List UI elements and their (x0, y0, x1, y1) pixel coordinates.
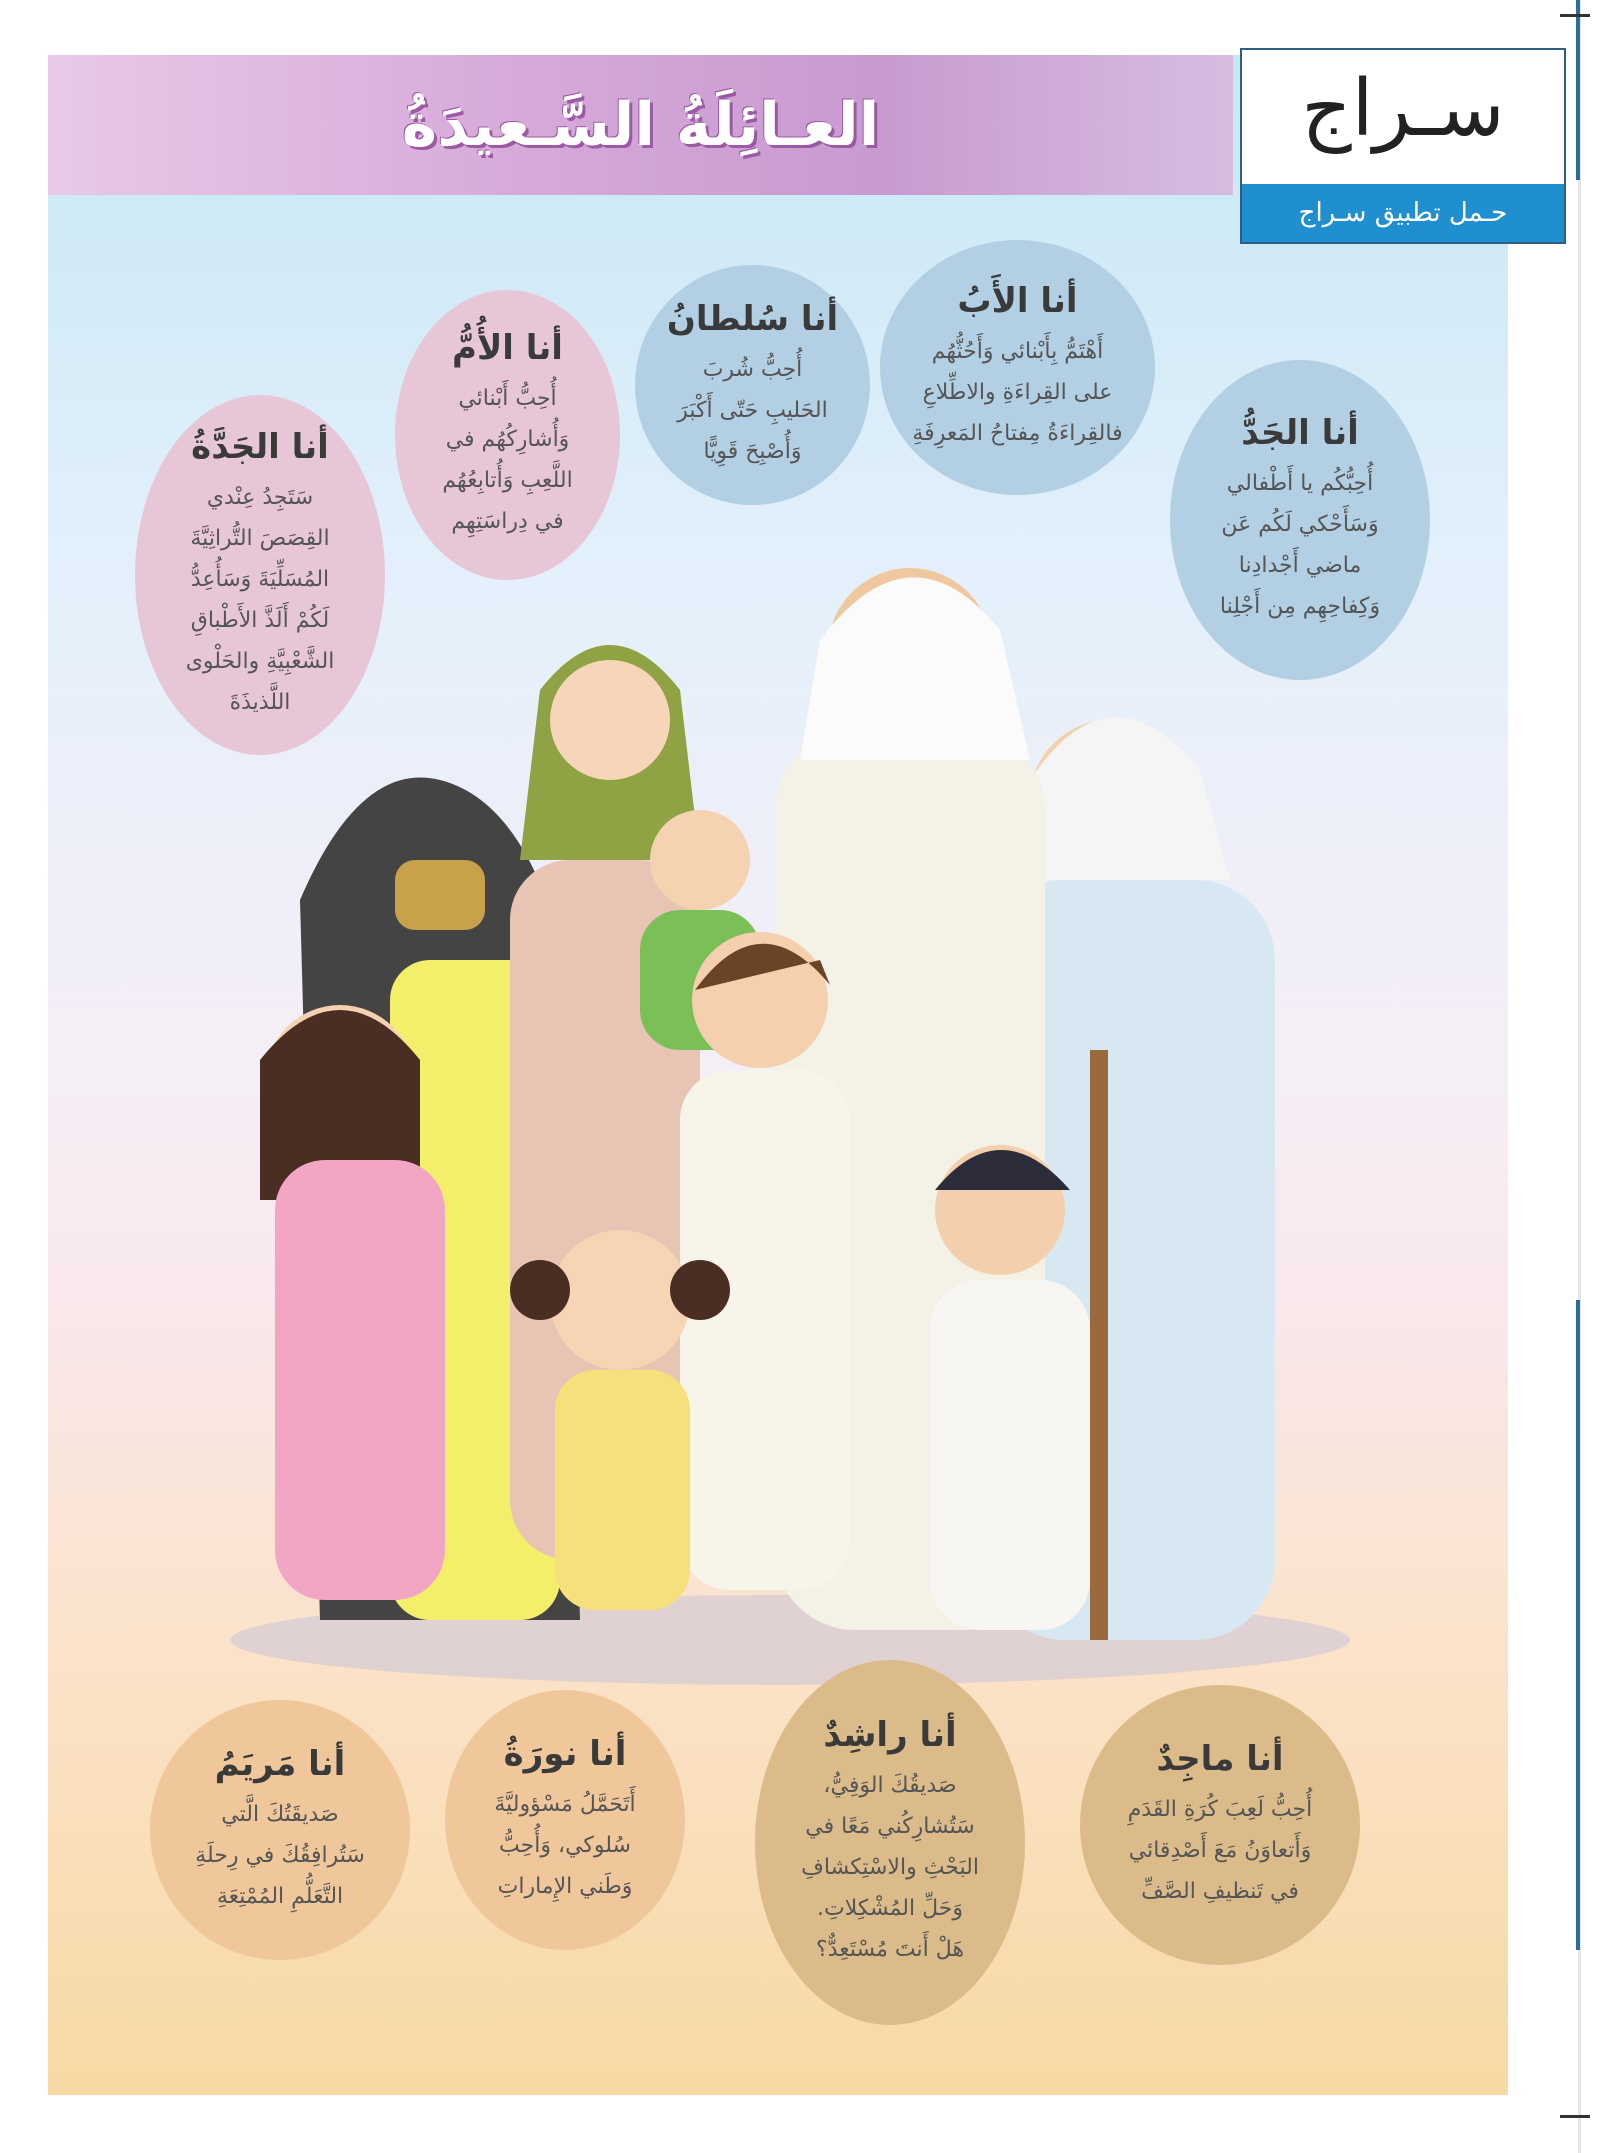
bubble-line: أُحِبُّكُم يا أَطْفالي (1226, 471, 1374, 496)
logo-tagline: حـمل تطبيق سـراج (1242, 184, 1564, 242)
bubble-mariam (150, 1700, 410, 1960)
bubble-line: في دِراسَتِهِم (451, 509, 564, 534)
bubble-line: سَتُرافِقُكَ في رِحلَةِ (195, 1842, 365, 1868)
bubble-line: سَتُشارِكُني مَعًا في (805, 1814, 975, 1839)
bubble-line: اللَّذيذَةَ (229, 690, 291, 715)
bubble-name: أنا راشِدٌ (823, 1715, 957, 1755)
bubble-name: أنا ماجِدٌ (1156, 1738, 1284, 1779)
siraj-logo[interactable] (1240, 48, 1566, 244)
bubble-line: الشَّعْبِيَّةِ والحَلْوى (185, 649, 335, 674)
bubble-line: وَأُشارِكُهُم في (445, 427, 570, 452)
bubble-line: فالقِراءَةُ مِفتاحُ المَعرِفَةِ (912, 421, 1123, 446)
bubble-line: القِصَصَ التُّراثِيَّةَ (190, 526, 330, 551)
title-banner (48, 55, 1233, 195)
mariam-figure (260, 1005, 445, 1600)
bubble-name: أنا سُلطانُ (666, 298, 839, 339)
bubble-line: اللَّعِبِ وَأُتابِعُهُم (442, 468, 573, 493)
bubble-line: سُلوكي، وَأُحِبُّ (499, 1832, 631, 1858)
bubble-sultan (635, 265, 870, 505)
bubble-line: أَهْتَمُّ بِأَبْنائي وَأَحُثُّهُم (931, 339, 1104, 364)
bubble-name: أنا الجَدَّةُ (191, 427, 329, 467)
bubble-name: أنا الأُمُّ (452, 328, 563, 368)
bubble-line: التَّعَلُّمِ المُمْتِعَةِ (216, 1883, 344, 1909)
logo-name: سـراج (1301, 64, 1505, 154)
bubble-line: المُسَلِّيَةَ وَسَأُعِدُّ (190, 567, 330, 592)
crop-tick (1560, 2115, 1590, 2118)
bubble-line: الحَليبِ حَتّى أَكْبَرَ (677, 397, 828, 423)
bubble-line: البَحْثِ والاسْتِكشافِ (801, 1855, 979, 1880)
bubble-line: وَطَني الإِماراتِ (497, 1873, 633, 1899)
bubble-majid (1080, 1685, 1360, 1965)
bubble-grandmother (135, 395, 385, 755)
bubble-name: أنا الأَبُ (957, 281, 1078, 321)
bubble-line: وَسَأَحْكي لَكُم عَن (1221, 512, 1379, 537)
bubble-line: أُحِبُّ أَبْنائي (458, 386, 557, 411)
bubble-noura (445, 1690, 685, 1950)
bubble-name: أنا مَريَمُ (214, 1743, 346, 1784)
bubble-line: في تَنظيفِ الصَّفِّ (1141, 1878, 1299, 1904)
bubble-line: وَكِفاحِهِم مِن أَجْلِنا (1219, 594, 1381, 619)
bubble-line: هَلْ أَنتَ مُسْتَعِدٌّ؟ (816, 1937, 964, 1962)
bubble-mother (395, 290, 620, 580)
bubble-line: أُحِبُّ شُربَ (702, 356, 803, 382)
bubble-line: على القِراءَةِ والاطِّلاعِ (922, 380, 1113, 405)
edge-marker (1576, 1300, 1580, 1950)
bubble-rashid (755, 1660, 1025, 2025)
crop-tick (1560, 14, 1590, 17)
bubble-line: وَحَلِّ المُشْكِلاتِ. (816, 1896, 964, 1921)
bubble-grandfather (1170, 360, 1430, 680)
edge-marker (1576, 0, 1580, 180)
bubble-father (880, 240, 1155, 495)
bubble-line: ماضي أَجْدادِنا (1238, 553, 1362, 578)
bubble-line: وَأَتعاوَنُ مَعَ أَصْدِقائي (1128, 1837, 1312, 1863)
bubble-line: أَتَحَمَّلُ مَسْؤوليَّةَ (494, 1791, 636, 1817)
bubble-line: صَديقُكَ الوَفِيُّ، (823, 1773, 957, 1798)
bubble-line: أُحِبُّ لَعِبَ كُرَةِ القَدَمِ (1127, 1796, 1313, 1822)
bubble-line: صَديقَتُكَ الَّتي (221, 1801, 339, 1827)
bubble-name: أنا نورَةُ (503, 1733, 627, 1774)
bubble-name: أنا الجَدُّ (1241, 413, 1359, 453)
bubble-line: سَتَجِدُ عِنْدي (206, 485, 314, 510)
bubble-line: لَكُمْ أَلَذَّ الأَطْباقِ (190, 608, 330, 633)
bubble-line: وَأُصْبِحَ قَوِيًّا (703, 438, 802, 464)
page-title: العـائِلَةُ السَّـعيدَةُ (401, 90, 880, 160)
